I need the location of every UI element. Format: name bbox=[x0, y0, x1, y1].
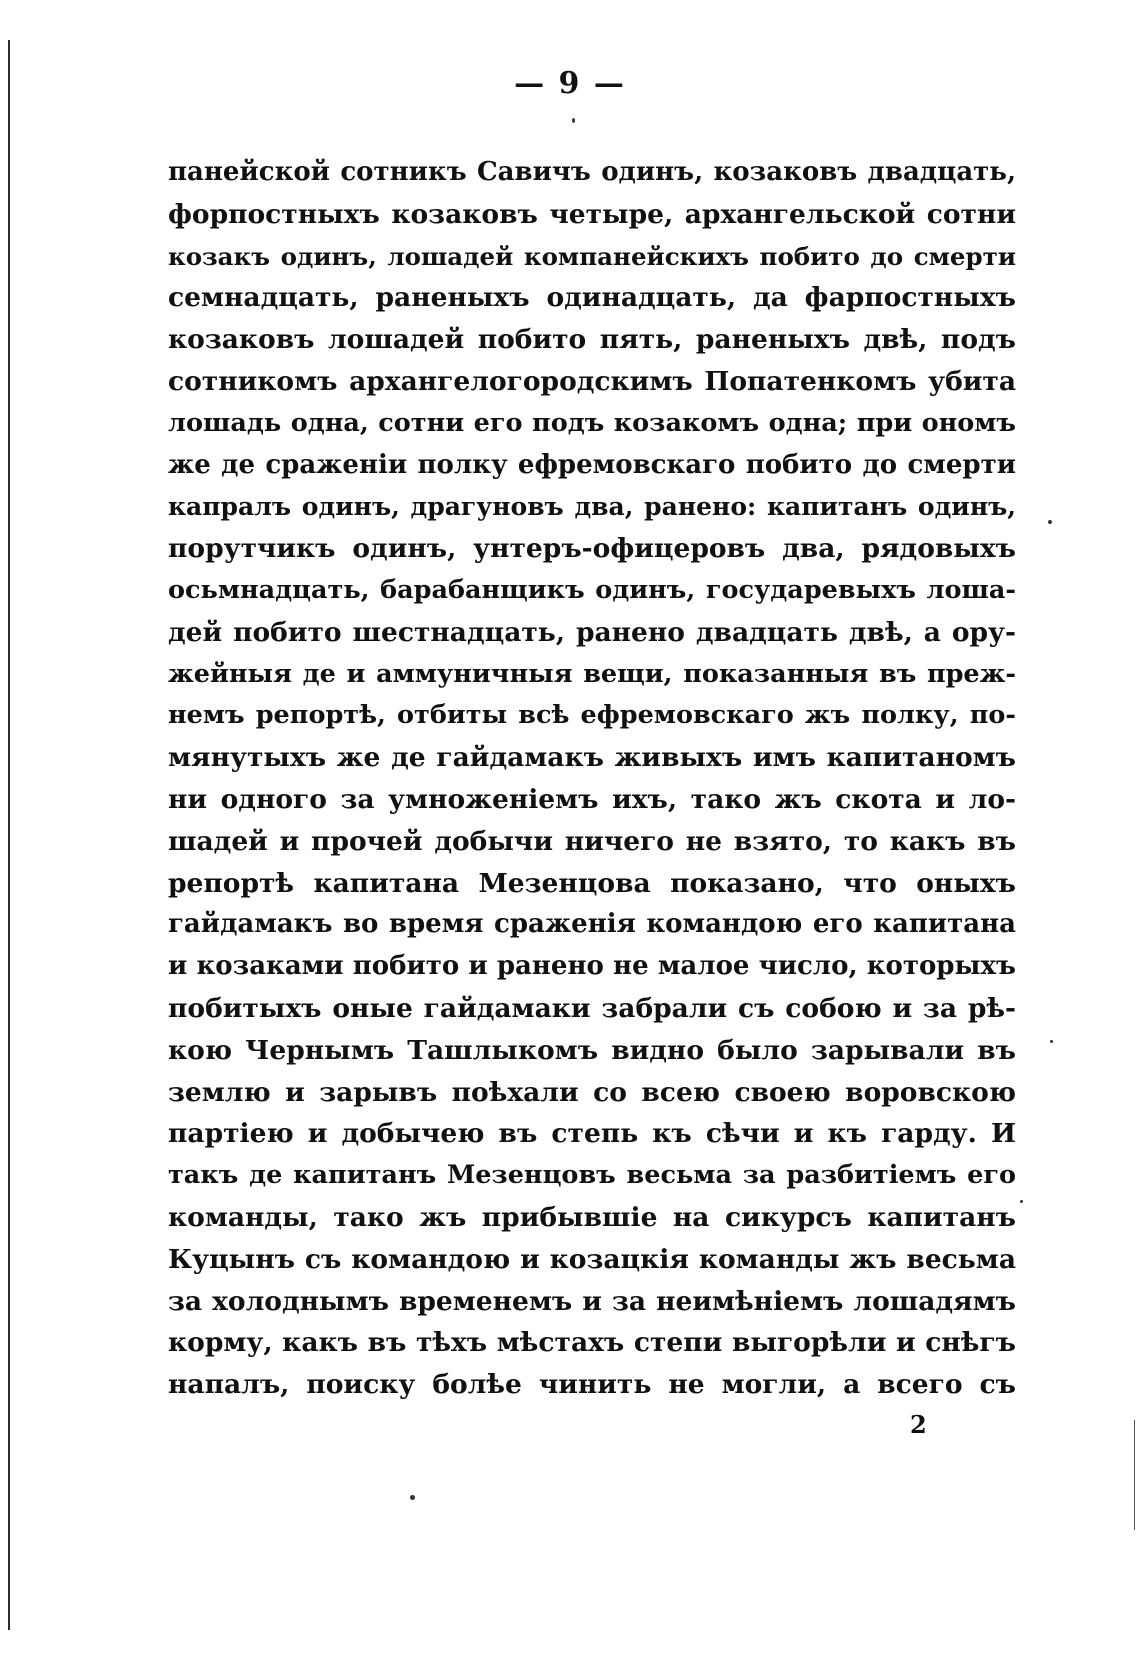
text-body bbox=[168, 152, 1016, 1406]
text-line: козаковъ лошадей побито пять, раненыхъ двѣ, подъ bbox=[168, 324, 1016, 356]
text-line: порутчикъ одинъ, унтеръ-офицеровъ два, рядовыхъ bbox=[168, 533, 1016, 565]
scan-speck bbox=[1050, 1040, 1053, 1043]
text-line: Куцынъ съ командою и козацкія команды жъ весьма bbox=[168, 1243, 1016, 1275]
text-line: и козаками побито и ранено не малое число, которыхъ bbox=[168, 951, 1016, 982]
text-line: корму, какъ въ тѣхъ мѣстахъ степи выгорѣли и снѣгъ bbox=[168, 1327, 1016, 1359]
text-line: сотникомъ архангелогородскимъ Попатенкомъ убита bbox=[168, 365, 1016, 397]
text-line: побитыхъ оные гайдамаки забрали съ собою и за рѣ- bbox=[168, 992, 1016, 1024]
text-line: жейныя де и аммуничныя вещи, показанныя въ преж- bbox=[168, 658, 1016, 689]
text-line: репортѣ капитана Мезенцова показано, что оныхъ bbox=[168, 867, 1016, 899]
text-line: шадей и прочей добычи ничего не взято, то какъ въ bbox=[168, 825, 1016, 857]
text-line: такъ де капитанъ Мезенцовъ весьма за разбитіемъ его bbox=[168, 1160, 1016, 1191]
text-line: напалъ, поиску болѣе чинить не могли, а всего съ bbox=[168, 1369, 1016, 1401]
scan-speck bbox=[410, 1495, 415, 1500]
text-line: семнадцать, раненыхъ одинадцать, да фарпостныхъ bbox=[168, 282, 1016, 314]
scan-speck bbox=[1048, 520, 1052, 524]
scan-speck bbox=[1020, 1200, 1023, 1203]
page-number: — 9 — bbox=[514, 66, 626, 101]
text-line: осьмнадцать, барабанщикъ одинъ, государевыхъ лоша- bbox=[168, 574, 1016, 605]
signature-mark: 2 bbox=[910, 1410, 927, 1439]
text-line: же де сраженіи полку ефремовскаго побито до смерти bbox=[168, 449, 1016, 480]
text-line: землю и зарывъ поѣхали со всею своею воровскою bbox=[168, 1076, 1016, 1108]
right-margin-rule bbox=[1134, 1420, 1135, 1530]
text-line: дей побито шестнадцать, ранено двадцать двѣ, а ору- bbox=[168, 616, 1016, 648]
left-margin-rule bbox=[8, 40, 10, 1630]
text-line: мянутыхъ же де гайдамакъ живыхъ имъ капитаномъ bbox=[168, 742, 1016, 774]
text-line: команды, тако жъ прибывшіе на сикурсъ капитанъ bbox=[168, 1201, 1016, 1233]
text-line: ни одного за умноженіемъ ихъ, тако жъ скота и ло- bbox=[168, 783, 1016, 815]
scan-speck bbox=[572, 118, 575, 123]
text-line: капралъ одинъ, драгуновъ два, ранено: капитанъ одинъ, bbox=[168, 492, 1016, 522]
text-line: панейской сотникъ Савичъ одинъ, козаковъ двадцать, bbox=[168, 157, 1016, 187]
text-line: партіею и добычею въ степь къ сѣчи и къ гарду. И bbox=[168, 1118, 1016, 1150]
text-line: козакъ одинъ, лошадей компанейскихъ побито до смерти bbox=[168, 241, 1016, 271]
text-line: немъ репортѣ, отбиты всѣ ефремовскаго жъ полку, по- bbox=[168, 700, 1016, 731]
text-line: лошадь одна, сотни его подъ козакомъ одна; при ономъ bbox=[168, 407, 1016, 438]
text-line: форпостныхъ козаковъ четыре, архангельской сотни bbox=[168, 198, 1016, 230]
text-line: кою Чернымъ Ташлыкомъ видно было зарывали въ bbox=[168, 1034, 1016, 1066]
text-line: за холоднымъ временемъ и за неимѣніемъ лошадямъ bbox=[168, 1285, 1016, 1317]
text-line: гайдамакъ во время сраженія командою его капитана bbox=[168, 909, 1016, 940]
